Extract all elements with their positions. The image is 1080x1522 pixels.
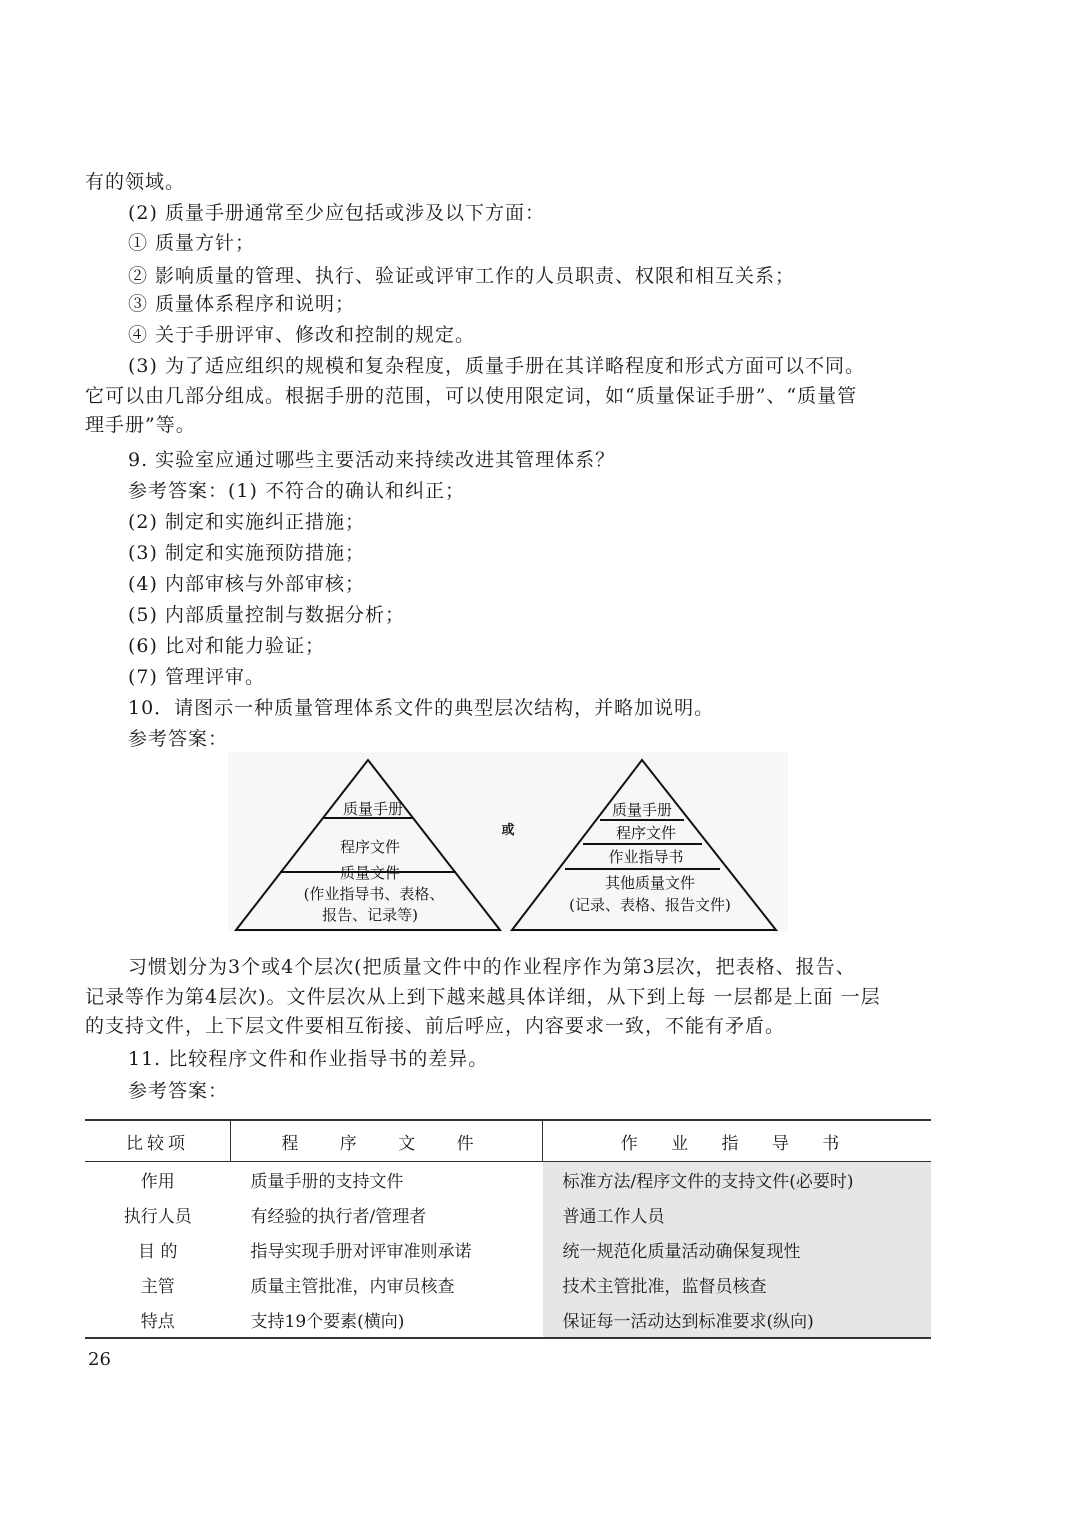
explain-line-1: 习惯划分为3个或4个层次(把质量文件中的作业程序作为第3层次，把表格、报告、 bbox=[128, 956, 856, 978]
text-line-8: 它可以由几部分组成。根据手册的范围，可以使用限定词，如“质量保证手册”、“质量管 bbox=[85, 385, 858, 407]
answer-9-7: (7) 管理评审。 bbox=[128, 666, 265, 688]
comparison-table bbox=[85, 1119, 931, 1339]
row-label: 主管 bbox=[140, 1277, 175, 1297]
table-row bbox=[85, 1267, 931, 1302]
right-level-2: 程序文件 bbox=[615, 824, 677, 842]
answer-11-label: 参考答案： bbox=[128, 1080, 229, 1102]
right-level-3: 作业指导书 bbox=[608, 848, 684, 866]
text-line-9: 理手册”等。 bbox=[85, 414, 196, 436]
table-header-row bbox=[85, 1120, 931, 1162]
text-line-2: (2) 质量手册通常至少应包括或涉及以下方面： bbox=[128, 202, 545, 224]
row-label: 执行人员 bbox=[123, 1207, 192, 1227]
explain-line-2: 记录等作为第4层次)。文件层次从上到下越来越具体详细，从下到上每 一层都是上面 一层 bbox=[85, 986, 881, 1008]
question-10: 10．请图示一种质量管理体系文件的典型层次结构，并略加说明。 bbox=[128, 697, 715, 719]
row-label: 作用 bbox=[140, 1172, 175, 1192]
answer-9-5: (5) 内部质量控制与数据分析； bbox=[128, 604, 405, 626]
answer-9-6: (6) 比对和能力验证； bbox=[128, 635, 325, 657]
instruction-cell: 技术主管批准，监督员核查 bbox=[543, 1267, 932, 1302]
document-hierarchy-figure bbox=[228, 752, 788, 932]
instruction-cell: 保证每一活动达到标准要求(纵向) bbox=[543, 1302, 932, 1338]
answer-9-2: (2) 制定和实施纠正措施； bbox=[128, 511, 365, 533]
answer-9-1: 参考答案：(1) 不符合的确认和纠正； bbox=[128, 480, 465, 502]
right-level-4-title: 其他质量文件 bbox=[604, 874, 696, 892]
text-line-5: ③ 质量体系程序和说明； bbox=[128, 293, 356, 315]
row-label: 目 的 bbox=[138, 1242, 178, 1262]
pyramid-diagram bbox=[228, 752, 788, 932]
text-line-7: (3) 为了适应组织的规模和复杂程度，质量手册在其详略程度和形式方面可以不同。 bbox=[128, 355, 865, 377]
table-row bbox=[85, 1197, 931, 1232]
right-level-4-detail: (记录、表格、报告文件) bbox=[569, 896, 731, 914]
answer-10-label: 参考答案： bbox=[128, 728, 229, 750]
instruction-cell: 统一规范化质量活动确保复现性 bbox=[543, 1232, 932, 1267]
left-level-2: 程序文件 bbox=[339, 838, 401, 856]
question-9: 9. 实验室应通过哪些主要活动来持续改进其管理体系？ bbox=[128, 449, 616, 471]
procedure-cell: 质量主管批准，内审员核查 bbox=[250, 1277, 455, 1297]
left-level-3-title: 质量文件 bbox=[339, 864, 401, 882]
answer-9-3: (3) 制定和实施预防措施； bbox=[128, 542, 365, 564]
table-row bbox=[85, 1162, 931, 1198]
left-level-3-detail-2: 报告、记录等) bbox=[322, 906, 418, 924]
instruction-cell: 标准方法/程序文件的支持文件(必要时) bbox=[543, 1162, 932, 1198]
explain-line-3: 的支持文件，上下层文件要相互衔接、前后呼应，内容要求一致，不能有矛盾。 bbox=[85, 1015, 786, 1037]
procedure-cell: 支持19个要素(横向) bbox=[250, 1312, 405, 1332]
left-pyramid bbox=[236, 760, 500, 930]
answer-9-4: (4) 内部审核与外部审核； bbox=[128, 573, 365, 595]
header-instruction: 作 业 指 导 书 bbox=[620, 1133, 854, 1154]
text-line-4: ② 影响质量的管理、执行、验证或评审工作的人员职责、权限和相互关系； bbox=[128, 265, 796, 287]
table-row bbox=[85, 1302, 931, 1338]
left-level-3-detail-1: (作业指导书、表格、 bbox=[303, 885, 445, 903]
text-line-3: ① 质量方针； bbox=[128, 232, 256, 254]
or-label: 或 bbox=[501, 823, 515, 838]
procedure-cell: 质量手册的支持文件 bbox=[250, 1172, 404, 1192]
table-row bbox=[85, 1232, 931, 1267]
text-line-1: 有的领域。 bbox=[85, 171, 186, 193]
right-level-1: 质量手册 bbox=[611, 801, 673, 819]
right-pyramid bbox=[512, 760, 776, 930]
question-11: 11. 比较程序文件和作业指导书的差异。 bbox=[128, 1048, 489, 1070]
page-number: 26 bbox=[88, 1349, 111, 1370]
left-level-1: 质量手册 bbox=[342, 800, 404, 818]
instruction-cell: 普通工作人员 bbox=[543, 1197, 932, 1232]
header-procedure: 程 序 文 件 bbox=[231, 1120, 543, 1162]
text-line-6: ④ 关于手册评审、修改和控制的规定。 bbox=[128, 324, 476, 346]
procedure-cell: 指导实现手册对评审准则承诺 bbox=[250, 1242, 472, 1262]
procedure-cell: 有经验的执行者/管理者 bbox=[250, 1207, 427, 1227]
header-item: 比较项 bbox=[85, 1120, 231, 1162]
row-label: 特点 bbox=[140, 1312, 175, 1332]
